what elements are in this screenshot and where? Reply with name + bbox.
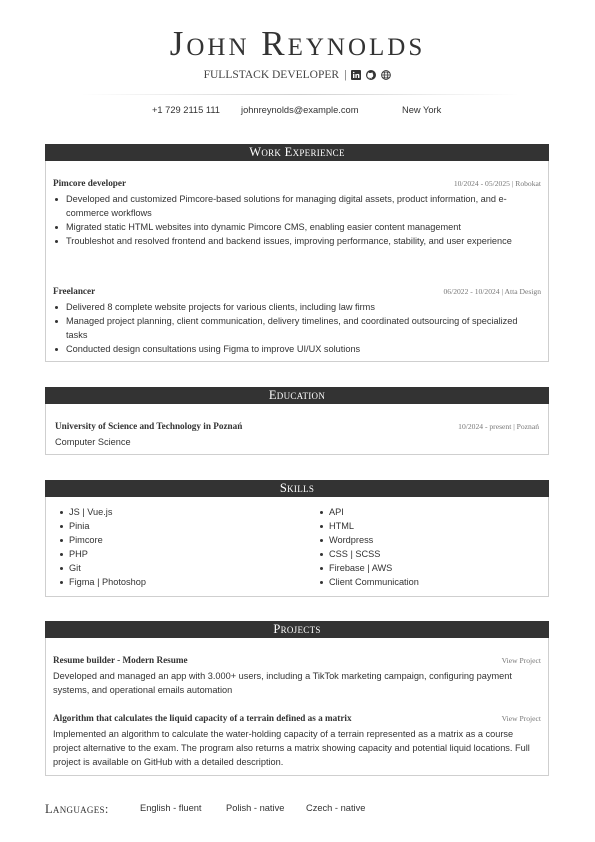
project-entry-header	[53, 655, 541, 665]
list-item: Developed and customized Pimcore-based solutions for managing digital assets, product information, and e-commerce workflows	[66, 192, 536, 220]
linkedin-icon[interactable]	[351, 70, 361, 80]
skill-item: CSS | SCSS	[329, 547, 419, 561]
job-meta: 06/2022 - 10/2024 | Atta Design	[443, 287, 541, 296]
job-meta: 10/2024 - 05/2025 | Robokat	[453, 179, 541, 188]
location: New York	[402, 105, 442, 115]
list-item: Managed project planning, client communication, delivery timelines, and coordinated outsourcing of specialized tasks	[66, 314, 536, 342]
skill-item: HTML	[329, 519, 419, 533]
header-divider	[80, 94, 520, 95]
job-bullets	[66, 300, 536, 356]
skills-list-right	[329, 505, 419, 589]
skill-item: Client Communication	[329, 577, 419, 587]
job-title: Freelancer	[53, 286, 96, 296]
skill-item: Pimcore	[69, 533, 146, 547]
skill-item: Figma | Photoshop	[69, 577, 146, 587]
language-item: Czech - native	[306, 803, 366, 813]
language-item: Polish - native	[226, 803, 285, 813]
work-experience-section	[45, 144, 549, 362]
language-item: English - fluent	[140, 803, 202, 813]
school-name: University of Science and Technology in Poznań	[55, 421, 243, 431]
view-project-link[interactable]: View Project	[501, 714, 541, 723]
project-entry-header	[53, 713, 541, 723]
skills-list-left	[69, 505, 146, 589]
job-bullets	[66, 192, 536, 248]
list-item: Troubleshot and resolved frontend and backend issues, improving performance, stability, and user experience	[66, 234, 536, 248]
projects-heading: Projects	[45, 621, 549, 638]
title-separator: |	[344, 69, 347, 81]
projects-section	[45, 621, 549, 776]
project-title: Algorithm that calculates the liquid capacity of a terrain defined as a matrix	[53, 713, 352, 723]
list-item: Migrated static HTML websites into dynamic Pimcore CMS, enabling easier content management	[66, 220, 536, 234]
project-description: Developed and managed an app with 3.000+ users, including a TikTok marketing campaign, configuring payment systems, and operational emails automation	[53, 671, 512, 695]
languages-heading: Languages:	[45, 802, 109, 816]
skill-item: API	[329, 505, 419, 519]
skill-item: JS | Vue.js	[69, 505, 146, 519]
globe-icon[interactable]	[381, 70, 391, 80]
skill-item: PHP	[69, 547, 146, 561]
skill-item: Git	[69, 561, 146, 575]
education-entry-header	[55, 421, 539, 431]
list-item: Delivered 8 complete website projects for various clients, including law firms	[66, 300, 536, 314]
job-entry-header	[53, 178, 541, 188]
work-experience-heading: Work Experience	[45, 144, 549, 161]
project-description: Implemented an algorithm to calculate the water-holding capacity of a terrain represented as a matrix as a course project alternative to the exam. The program also returns a matrix showing capacity and potential liquid locations. Full project is available on GitHub with a detailed description.	[53, 729, 530, 767]
candidate-name: John Reynolds	[169, 24, 426, 63]
skill-item: Firebase | AWS	[329, 561, 419, 575]
skills-heading: Skills	[45, 480, 549, 497]
job-entry-header	[53, 286, 541, 296]
project-title: Resume builder - Modern Resume	[53, 655, 188, 665]
phone-number[interactable]: +1 729 2115 111	[152, 105, 220, 115]
job-title: Pimcore developer	[53, 178, 127, 188]
education-section	[45, 387, 549, 455]
email-address[interactable]: johnreynolds@example.com	[241, 105, 359, 115]
title-row	[0, 69, 595, 81]
education-heading: Education	[45, 387, 549, 404]
field-of-study: Computer Science	[55, 437, 131, 447]
job-title: FULLSTACK DEVELOPER	[203, 69, 340, 81]
github-icon[interactable]	[366, 70, 376, 80]
education-meta: 10/2024 - present | Poznań	[458, 422, 539, 431]
skills-section	[45, 480, 549, 597]
list-item: Conducted design consultations using Figma to improve UI/UX solutions	[66, 342, 536, 356]
skill-item: Wordpress	[329, 533, 419, 547]
skill-item: Pinia	[69, 519, 146, 533]
view-project-link[interactable]: View Project	[501, 656, 541, 665]
